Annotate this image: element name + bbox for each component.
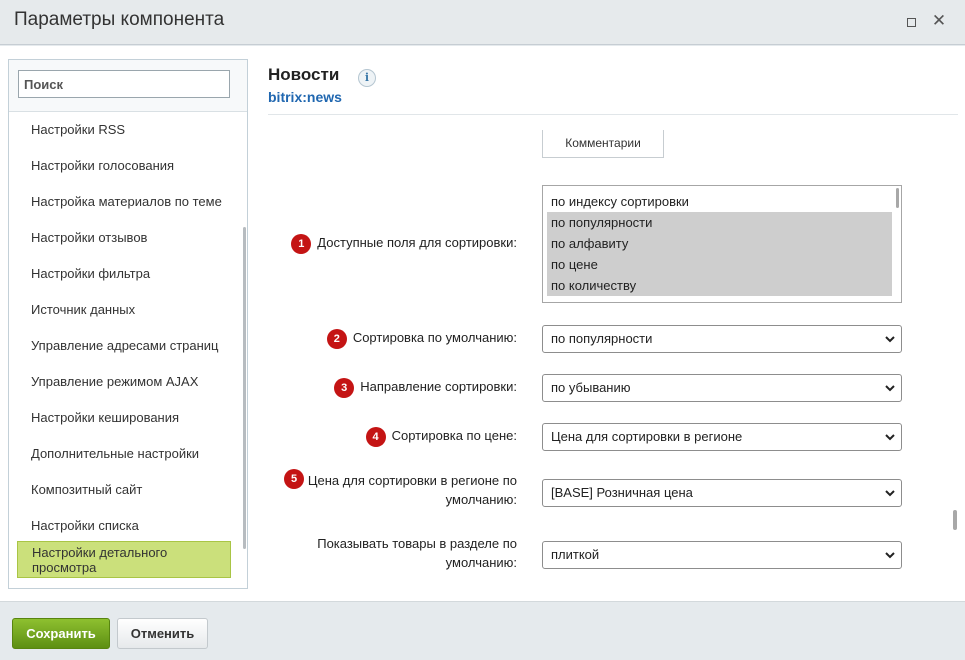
sidebar-item-additional[interactable]: Дополнительные настройки — [31, 446, 200, 461]
listbox-option-selected[interactable]: по количеству — [547, 275, 892, 296]
dialog-content — [0, 46, 965, 601]
dialog-title: Параметры компонента — [14, 9, 225, 30]
select-value: по популярности — [551, 331, 653, 346]
field-label-line: Показывать товары в разделе по — [317, 536, 517, 551]
comments-button[interactable]: Комментарии — [542, 130, 664, 158]
step-badge-5: 5 — [284, 469, 304, 489]
chevron-down-icon — [883, 430, 897, 444]
field-label-sort-fields — [291, 233, 517, 254]
sidebar-item-caching[interactable]: Настройки кеширования — [31, 410, 180, 425]
default-region-price-select[interactable] — [542, 479, 902, 507]
close-icon[interactable]: ✕ — [931, 11, 947, 30]
field-label-price-sort — [366, 426, 517, 447]
field-label-text: Направление сортировки: — [360, 379, 517, 394]
header-divider — [268, 114, 958, 115]
component-code: bitrix:news — [268, 89, 342, 105]
step-badge-3: 3 — [334, 378, 354, 398]
sidebar-item-related[interactable]: Настройка материалов по теме — [31, 194, 222, 209]
sidebar-scrollbar[interactable] — [243, 227, 246, 549]
main-scrollbar[interactable] — [953, 510, 957, 530]
sort-fields-listbox[interactable] — [542, 185, 902, 303]
sidebar-item-filter[interactable]: Настройки фильтра — [31, 266, 151, 281]
sidebar-search-area — [9, 60, 247, 112]
select-value: [BASE] Розничная цена — [551, 485, 693, 500]
listbox-option-selected[interactable]: по алфавиту — [547, 233, 892, 254]
field-label-section-view — [317, 534, 517, 572]
dialog-titlebar — [0, 0, 965, 45]
sort-direction-select[interactable] — [542, 374, 902, 402]
field-label-text: Доступные поля для сортировки: — [317, 235, 517, 250]
chevron-down-icon — [883, 486, 897, 500]
cancel-button[interactable]: Отменить — [117, 618, 208, 649]
sidebar-item-data-source[interactable]: Источник данных — [31, 302, 136, 317]
sidebar-item-ajax[interactable]: Управление режимом AJAX — [31, 374, 199, 389]
select-value: плиткой — [551, 547, 600, 562]
dialog-footer — [0, 601, 965, 660]
sidebar — [8, 59, 248, 589]
step-badge-2: 2 — [327, 329, 347, 349]
sidebar-item-reviews[interactable]: Настройки отзывов — [31, 230, 148, 245]
search-input[interactable] — [18, 70, 230, 98]
sidebar-item-voting[interactable]: Настройки голосования — [31, 158, 175, 173]
sidebar-item-url-management[interactable]: Управление адресами страниц — [31, 338, 219, 353]
maximize-icon[interactable] — [900, 10, 922, 32]
field-label-text: Сортировка по цене: — [391, 428, 517, 443]
step-badge-4: 4 — [366, 427, 386, 447]
info-icon[interactable]: i — [358, 69, 376, 87]
sidebar-item-detail[interactable]: Настройки детального просмотра — [17, 541, 231, 578]
field-label-default-sort — [327, 328, 517, 349]
chevron-down-icon — [883, 381, 897, 395]
save-button[interactable]: Сохранить — [12, 618, 110, 649]
step-badge-1: 1 — [291, 234, 311, 254]
component-title: Новости — [268, 65, 340, 84]
chevron-down-icon — [883, 332, 897, 346]
field-label-line: Цена для сортировки в регионе по — [307, 473, 517, 488]
price-sort-select[interactable] — [542, 423, 902, 451]
main-panel — [268, 46, 958, 601]
field-label-line: умолчанию: — [445, 492, 517, 507]
field-label-sort-direction — [334, 377, 517, 398]
sidebar-item-rss[interactable]: Настройки RSS — [31, 122, 126, 137]
select-value: Цена для сортировки в регионе — [551, 429, 743, 444]
field-label-text: Сортировка по умолчанию: — [352, 330, 517, 345]
listbox-option-selected[interactable]: по популярности — [547, 212, 892, 233]
listbox-option-selected[interactable]: по цене — [547, 254, 892, 275]
field-label-line: умолчанию: — [445, 555, 517, 570]
sidebar-item-list[interactable]: Настройки списка — [31, 518, 139, 533]
listbox-scrollbar[interactable] — [896, 188, 899, 208]
select-value: по убыванию — [551, 380, 631, 395]
field-label-default-region-price — [308, 471, 517, 509]
section-view-select[interactable] — [542, 541, 902, 569]
default-sort-select[interactable] — [542, 325, 902, 353]
sidebar-item-composite[interactable]: Композитный сайт — [31, 482, 143, 497]
listbox-option[interactable]: по индексу сортировки — [551, 194, 689, 209]
chevron-down-icon — [883, 548, 897, 562]
